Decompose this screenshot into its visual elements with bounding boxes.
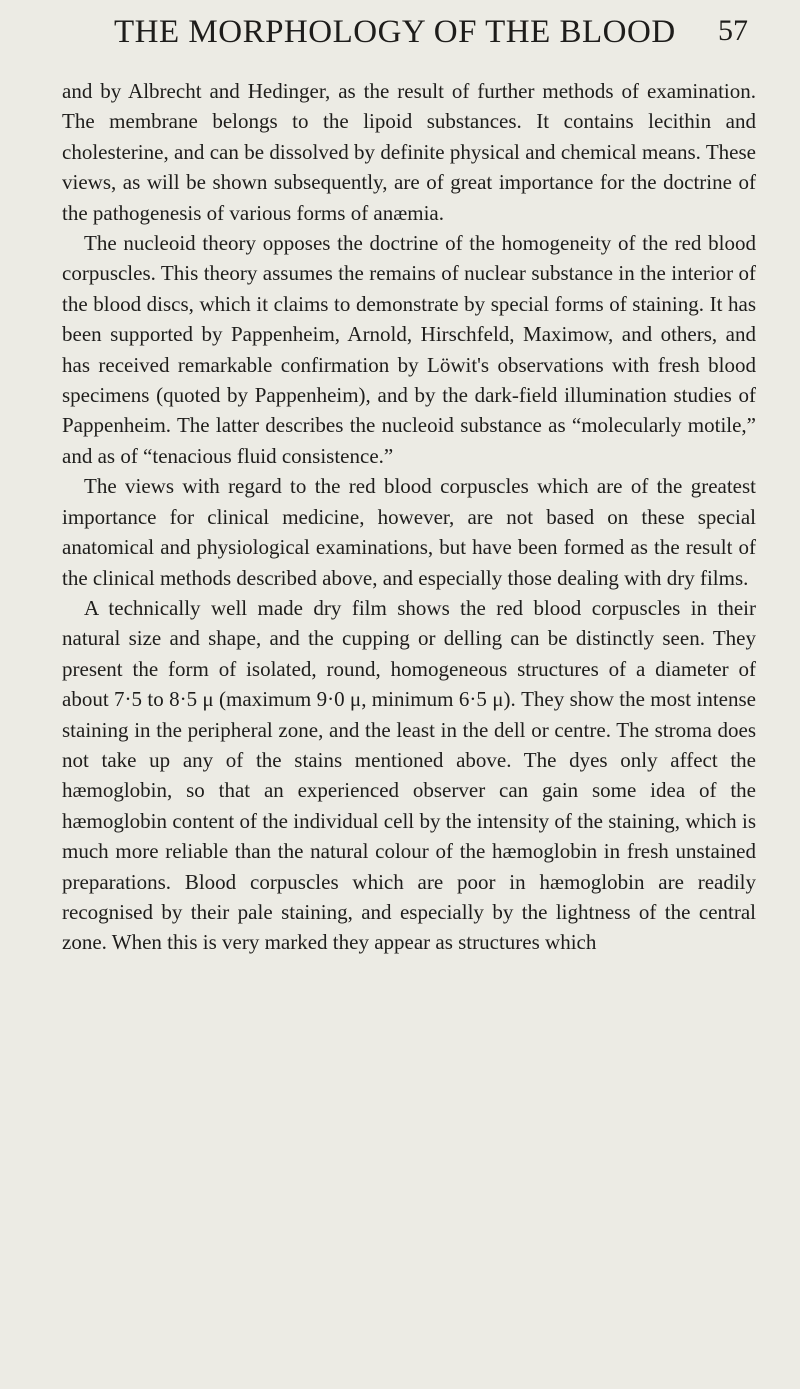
paragraph-membrane-continuation: and by Albrecht and Hedinger, as the result of further methods of examination. The membrane belongs to the lipoid substances. It contains lecithin and cholesterine, and can be dissolved by definite physical and chemical means. These views, as will be shown subsequently, are of great importance for the doctrine of the pathogenesis of various forms of anæmia.: [62, 79, 756, 225]
page-number: 57: [718, 14, 748, 47]
paragraph-nucleoid-theory: The nucleoid theory opposes the doctrine of the homogeneity of the red blood corpuscles. This theory assumes the remains of nuclear substance in the interior of the blood discs, which it claims to demonstrate by special forms of staining. It has been supported by Pappenheim, Arnold, Hirschfeld, Maximow, and others, and has received remarkable confirmation by Löwit's observations with fresh blood specimens (quoted by Pappenheim), and by the dark-field illumination studies of Pappenheim. The latter describes the nucleoid substance as “molecularly motile,” and as of “tenacious fluid consistence.”: [62, 231, 756, 468]
paragraph-dry-film: A technically well made dry film shows the red blood corpuscles in their natural size and shape, and the cupping or delling can be distinctly seen. They present the form of isolated, round, homogeneous structures of a diameter of about 7·5 to 8·5 μ (maximum 9·0 μ, minimum 6·5 μ). They show the most intense staining in the peripheral zone, and the least in the dell or centre. The stroma does not take up any of the stains mentioned above. The dyes only affect the hæmoglobin, so that an experienced observer can gain some idea of the hæmoglobin content of the individual cell by the intensity of the staining, which is much more reliable than the natural colour of the hæmoglobin in fresh unstained preparations. Blood corpuscles which are poor in hæmoglobin are readily recognised by their pale staining, and especially by the lightness of the central zone. When this is very marked they appear as structures which: [62, 595, 756, 955]
running-head: [62, 14, 756, 64]
body-text: [62, 76, 756, 958]
paragraph-clinical-views: The views with regard to the red blood corpuscles which are of the greatest importance for clinical medicine, however, are not based on these special anatomical and physiological examinations, but have been formed as the result of the clinical methods described above, and especially those dealing with dry films.: [62, 474, 756, 590]
running-title: THE MORPHOLOGY OF THE BLOOD: [114, 14, 676, 50]
